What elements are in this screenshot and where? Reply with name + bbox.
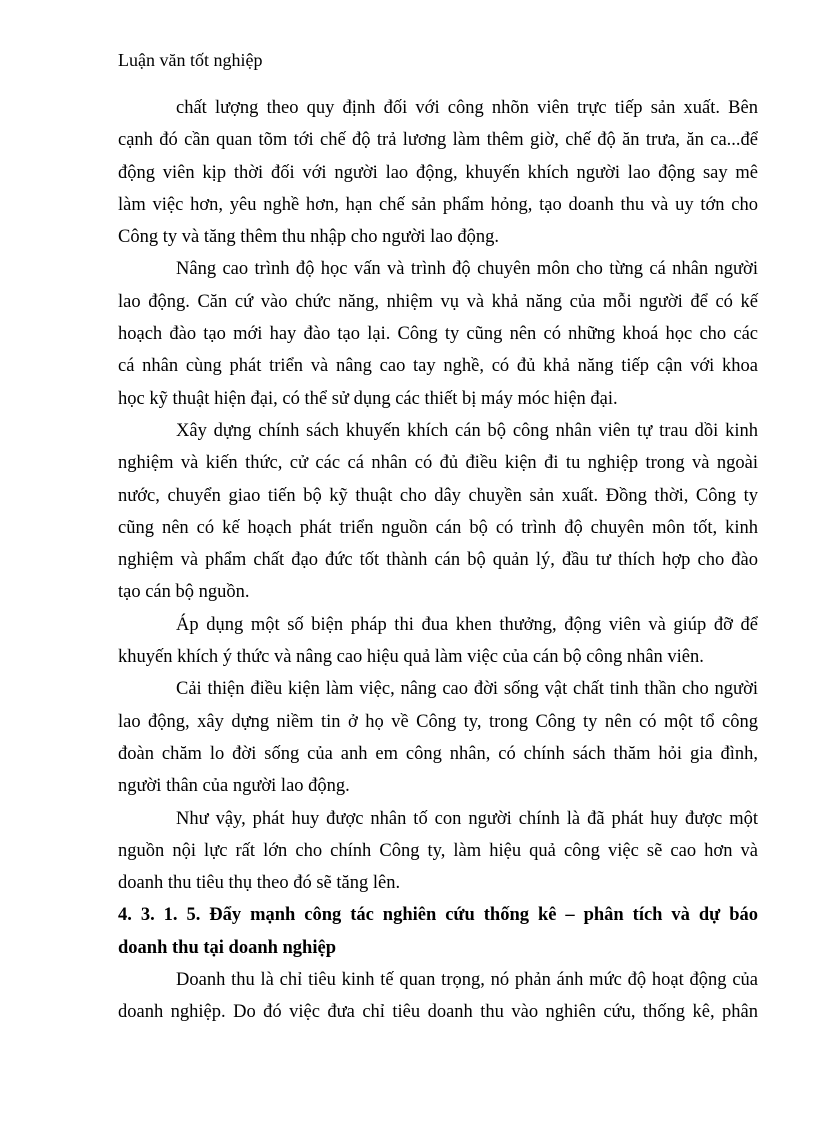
text-line: hoạch đào tạo mới hay đào tạo lại. Công ty cũng nên có những khoá học cho các — [118, 324, 758, 345]
paragraph — [118, 92, 758, 253]
text-line: lao động. Căn cứ vào chức năng, nhiệm vụ và khả năng của mỗi người để có kế — [118, 291, 758, 312]
document-body — [118, 92, 758, 1029]
text-line: doanh nghiệp. Do đó việc đưa chỉ tiêu doanh thu vào nghiên cứu, thống kê, phân — [118, 1002, 758, 1023]
text-line: cá nhân cùng phát triển và nâng cao tay nghề, có đủ khả năng tiếp cận với khoa — [118, 356, 758, 377]
paragraph — [118, 609, 758, 674]
text-line: Xây dựng chính sách khuyến khích cán bộ công nhân viên tự trau dồi kinh — [176, 420, 758, 441]
text-line: nguồn nội lực rất lớn cho chính Công ty, làm hiệu quả công việc sẽ cao hơn và — [118, 840, 758, 861]
text-line: nghiệm và kiến thức, cử các cá nhân có đủ điều kiện đi tu nghiệp trong và ngoài — [118, 453, 758, 474]
paragraph — [118, 415, 758, 609]
paragraph — [118, 964, 758, 1029]
text-line: Cải thiện điều kiện làm việc, nâng cao đời sống vật chất tinh thần cho người — [176, 679, 758, 700]
text-line: Nâng cao trình độ học vấn và trình độ chuyên môn cho từng cá nhân người — [176, 259, 758, 280]
text-line: chất lượng theo quy định đối với công nhõn viên trực tiếp sản xuất. Bên — [176, 98, 758, 118]
text-line: doanh thu tại doanh nghiệp — [118, 937, 336, 958]
paragraph — [118, 803, 758, 900]
paragraph — [118, 253, 758, 414]
text-line: Như vậy, phát huy được nhân tố con người chính là đã phát huy được một — [176, 808, 758, 829]
text-line: Doanh thu là chỉ tiêu kinh tế quan trọng, nó phản ánh mức độ hoạt động của — [176, 970, 758, 991]
text-line: đoàn chăm lo đời sống của anh em công nhân, có chính sách thăm hỏi gia đình, — [118, 743, 758, 764]
text-line: nước, chuyển giao tiến bộ kỹ thuật cho dây chuyền sản xuất. Đồng thời, Công ty — [118, 485, 758, 506]
text-line: cạnh đó cần quan tõm tới chế độ trả lương làm thêm giờ, chế độ ăn trưa, ăn ca...để — [118, 130, 758, 151]
text-line: động viên kịp thời đối với người lao động, khuyến khích người lao động say mê — [118, 162, 758, 183]
text-line: người thân của người lao động. — [118, 776, 350, 797]
text-line: tạo cán bộ nguồn. — [118, 582, 250, 603]
text-line: lao động, xây dựng niềm tin ở họ về Công ty, trong Công ty nên có một tổ công — [118, 711, 758, 732]
paragraph — [118, 673, 758, 802]
text-line: làm việc hơn, yêu nghề hơn, hạn chế sản phẩm hỏng, tạo doanh thu và uy tớn cho — [118, 194, 758, 215]
text-line: 4. 3. 1. 5. Đẩy mạnh công tác nghiên cứu thống kê – phân tích và dự báo — [118, 905, 758, 926]
running-header: Luận văn tốt nghiệp — [118, 50, 263, 70]
text-line: học kỹ thuật hiện đại, có thể sử dụng các thiết bị máy móc hiện đại. — [118, 388, 618, 409]
text-line: doanh thu tiêu thụ theo đó sẽ tăng lên. — [118, 873, 401, 894]
text-line: Công ty và tăng thêm thu nhập cho người lao động. — [118, 227, 500, 248]
text-line: khuyến khích ý thức và nâng cao hiệu quả làm việc của cán bộ công nhân viên. — [118, 647, 704, 668]
text-line: cũng nên có kế hoạch phát triển nguồn cán bộ có trình độ chuyên môn tốt, kinh — [118, 517, 758, 538]
text-line: nghiệm và phẩm chất đạo đức tốt thành cán bộ quản lý, đầu tư thích hợp cho đào — [118, 550, 758, 571]
text-line: Áp dụng một số biện pháp thi đua khen thưởng, động viên và giúp đỡ để — [176, 614, 758, 635]
section-heading — [118, 899, 758, 964]
